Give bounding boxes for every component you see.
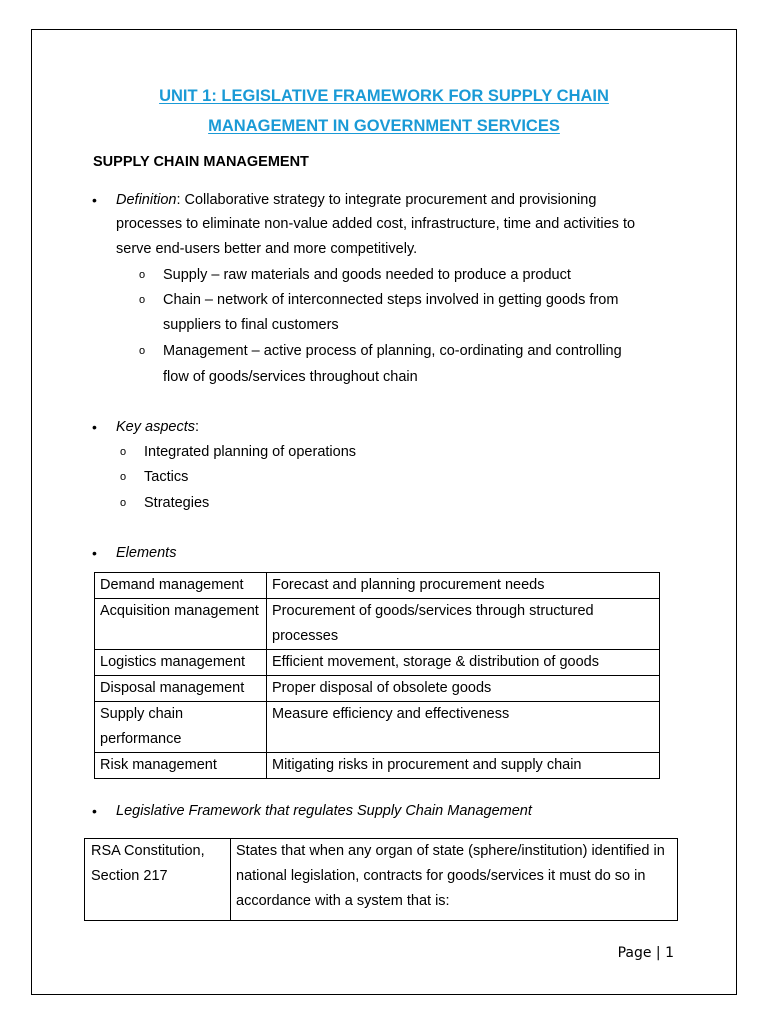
bullet-icon: • [92,803,97,819]
circle-bullet-icon: o [139,345,146,357]
legislative-label [116,803,532,819]
element-name: Demand management [95,573,267,599]
element-desc: Mitigating risks in procurement and supply chain [267,753,660,779]
circle-bullet-icon: o [139,294,146,306]
key-aspects-line [116,419,199,435]
element-name: Disposal management [95,676,267,702]
circle-bullet-icon: o [120,471,127,483]
elements-table [94,572,660,779]
table-row [95,573,660,599]
key-aspects-colon: : [195,419,200,435]
bullet-icon: • [92,192,97,208]
table-row [95,676,660,702]
subitem-management-line-1: Management – active process of planning, co-ordinating and controlling [163,343,622,359]
key-aspect-item: Integrated planning of operations [144,444,357,460]
element-name: Supply chain performance [95,702,267,753]
legislation-name: RSA Constitution, Section 217 [85,839,231,921]
element-name: Logistics management [95,650,267,676]
subitem-supply: Supply – raw materials and goods needed to produce a product [163,267,571,283]
definition-line-1 [116,192,596,208]
section-heading: SUPPLY CHAIN MANAGEMENT [93,154,309,170]
definition-label: Definition [116,192,177,208]
element-desc: Measure efficiency and effectiveness [267,702,660,753]
table-row [95,599,660,650]
subitem-chain-line-2: suppliers to final customers [163,317,339,333]
circle-bullet-icon: o [120,497,127,509]
elements-label [116,545,176,561]
table-row [95,650,660,676]
definition-line-2: processes to eliminate non-value added cost, infrastructure, time and activities to [116,216,636,232]
bullet-icon: • [92,545,97,561]
element-desc: Procurement of goods/services through structured processes [267,599,660,650]
definition-line-3: serve end-users better and more competitively. [116,241,418,257]
circle-bullet-icon: o [139,269,146,281]
element-name: Acquisition management [95,599,267,650]
legislative-label-text: Legislative Framework that regulates Supply Chain Management [116,803,532,819]
key-aspect-item: Strategies [144,495,210,511]
subitem-management-line-2: flow of goods/services throughout chain [163,369,418,385]
subitem-chain-line-1: Chain – network of interconnected steps involved in getting goods from [163,292,619,308]
element-name: Risk management [95,753,267,779]
legislation-desc: States that when any organ of state (sphere/institution) identified in national legislation, contracts for goods/services it must do so in accordance with a system that is: [231,839,678,921]
element-desc: Forecast and planning procurement needs [267,573,660,599]
legislative-table [84,838,678,921]
element-desc: Efficient movement, storage & distribution of goods [267,650,660,676]
bullet-icon: • [92,419,97,435]
key-aspects-label: Key aspects [116,419,195,435]
element-desc: Proper disposal of obsolete goods [267,676,660,702]
table-row [85,839,678,921]
key-aspect-item: Tactics [144,469,189,485]
definition-text-1: : Collaborative strategy to integrate procurement and provisioning [176,192,597,208]
unit-title-line-1: UNIT 1: LEGISLATIVE FRAMEWORK FOR SUPPLY CHAIN [159,87,609,105]
circle-bullet-icon: o [120,446,127,458]
table-row [95,753,660,779]
unit-title-line-2: MANAGEMENT IN GOVERNMENT SERVICES [208,117,560,135]
elements-label-text: Elements [116,545,177,561]
page-number: Page | 1 [617,945,674,961]
table-row [95,702,660,753]
